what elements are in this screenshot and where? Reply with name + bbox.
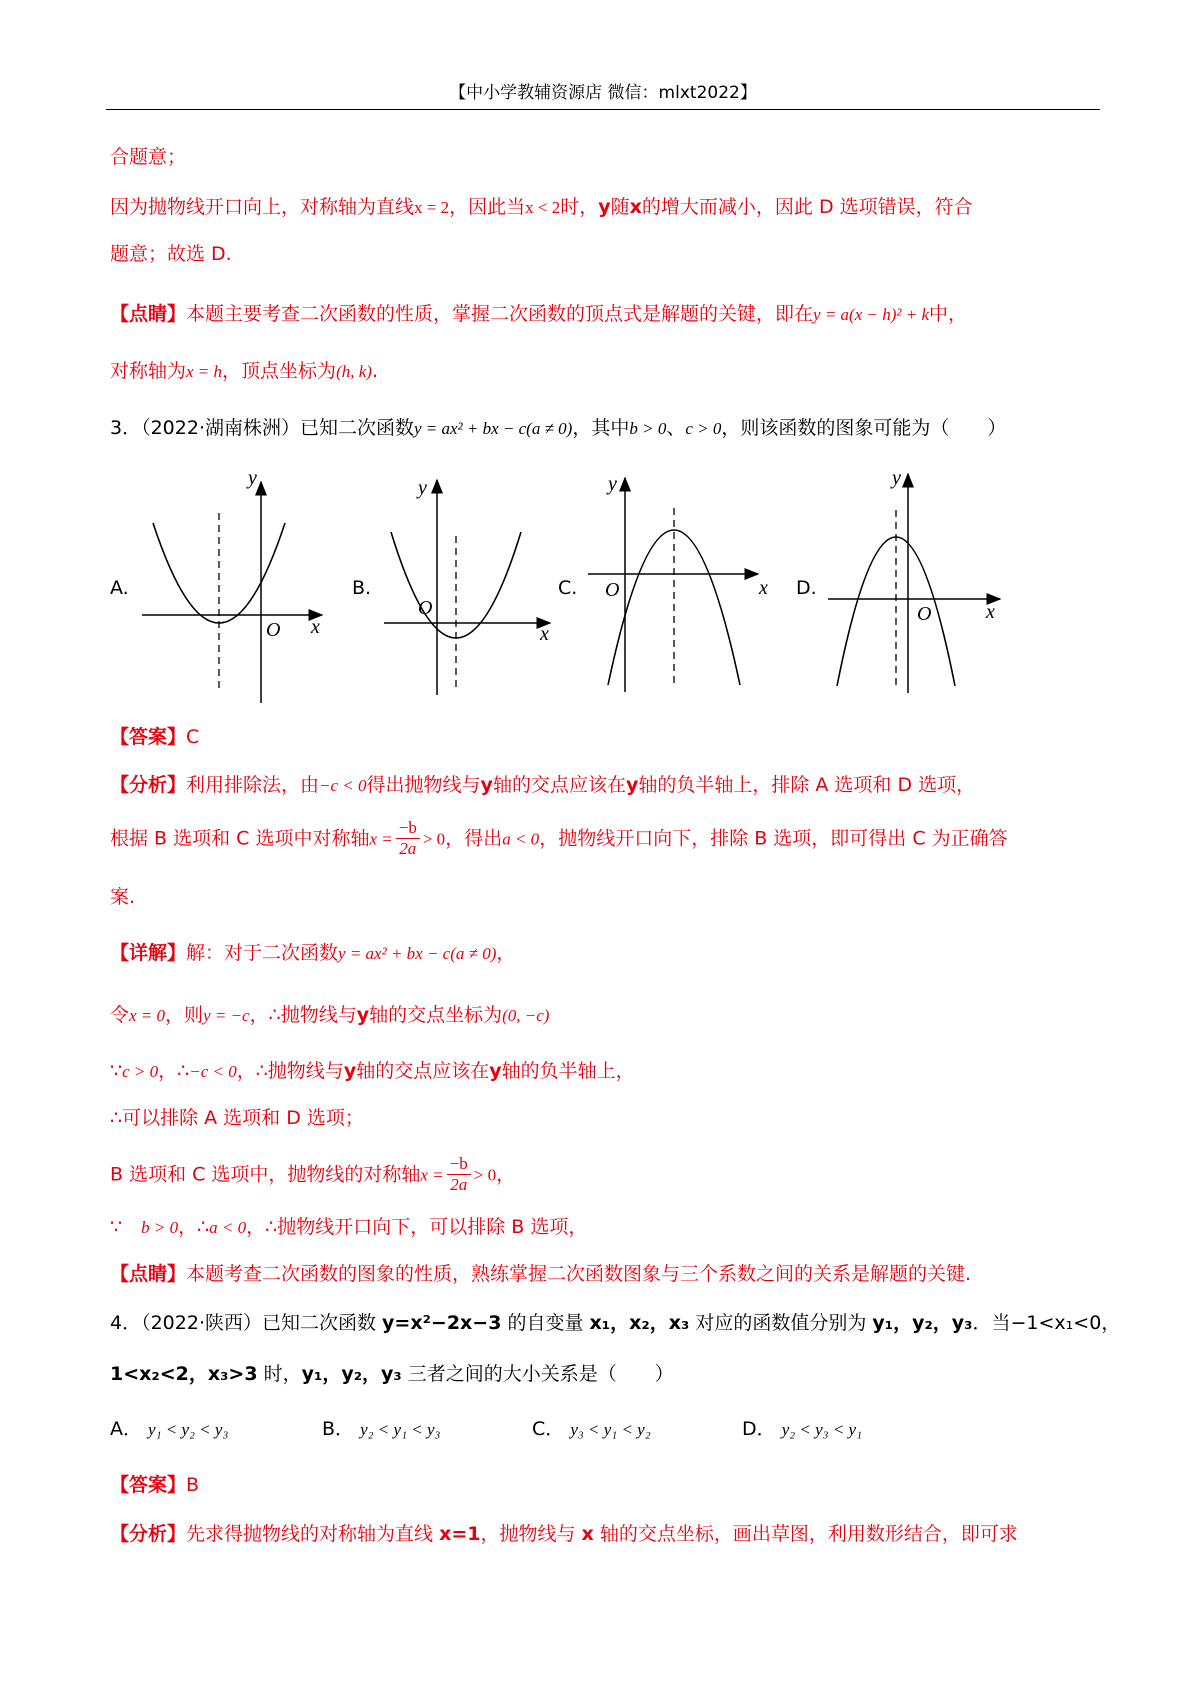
option-label-d: D. <box>796 577 817 599</box>
tip-line: 【点睛】本题考查二次函数的图象的性质，熟练掌握二次函数图象与三个系数之间的关系是解题的关键. <box>110 1263 972 1285</box>
page-header: 【中小学教辅资源店 微信：mlxt2022】 <box>449 83 757 103</box>
text-line: 对称轴为x = h，顶点坐标为(h, k). <box>110 360 378 382</box>
text-line: 令x = 0，则y = −c，∴抛物线与y轴的交点坐标为(0, −c) <box>110 1004 550 1026</box>
origin-label: O <box>917 603 932 625</box>
option-label-c: C. <box>558 577 578 599</box>
option-label-a: A. <box>110 577 129 599</box>
text-line: 题意；故选 D. <box>110 243 232 265</box>
option-label-b: B. <box>352 577 372 599</box>
axis-label-y: y <box>248 468 257 489</box>
axis-label-x: x <box>986 601 995 623</box>
text-line: B 选项和 C 选项中，抛物线的对称轴x = $\frac{-b}{2a}$ > 0， <box>110 1154 516 1195</box>
text-line: 案. <box>110 886 136 908</box>
origin-label: O <box>266 619 281 641</box>
analysis-line: 【分析】利用排除法，由−c < 0得出抛物线与y轴的交点应该在y轴的负半轴上，排除 A 选项和 D 选项， <box>110 774 976 796</box>
choice-c: C． y₃ < y₁ < y₂ <box>532 1418 651 1440</box>
question-stem: 4．（2022·陕西）已知二次函数 y=x²−2x−3 的自变量 x₁，x₂，x₃ 对应的函数值分别为 y₁，y₂，y₃．当−1<x₁<0， <box>110 1312 1121 1334</box>
answer-line: 【答案】B <box>110 1474 200 1496</box>
text-line: ∵ b > 0，∴a < 0，∴抛物线开口向下，可以排除 B 选项， <box>110 1216 588 1238</box>
choice-b: B． y₂ < y₁ < y₃ <box>322 1418 441 1440</box>
question-stem: 3．（2022·湖南株洲）已知二次函数y = ax² + bx − c(a ≠ 0)，其中b > 0、c > 0，则该函数的图象可能为（ ） <box>110 417 1007 439</box>
graph-option-d <box>826 470 1016 698</box>
text-line: 因为抛物线开口向上，对称轴为直线x = 2，因此当x < 2时，y随x的增大而减小，因此 D 选项错误，符合 <box>110 196 973 218</box>
choice-d: D． y₂ < y₃ < y₁ <box>742 1418 862 1440</box>
graph-option-b <box>382 470 562 700</box>
text-line: 合题意； <box>110 146 187 168</box>
answer-line: 【答案】C <box>110 726 200 748</box>
axis-label-y: y <box>608 473 617 495</box>
origin-label: O <box>605 579 620 601</box>
graph-option-a <box>136 468 336 708</box>
axis-label-x: x <box>759 577 768 599</box>
origin-label: O <box>418 597 433 619</box>
text-line: 1<x₂<2，x₃>3 时，y₁，y₂，y₃ 三者之间的大小关系是（ ） <box>110 1363 674 1385</box>
analysis-line: 【分析】先求得抛物线的对称轴为直线 x=1，抛物线与 x 轴的交点坐标，画出草图，利用数形结合，即可求 <box>110 1523 1018 1545</box>
detail-line: 【详解】解：对于二次函数y = ax² + bx − c(a ≠ 0)， <box>110 942 516 964</box>
tip-line: 【点睛】本题主要考查二次函数的性质，掌握二次函数的顶点式是解题的关键，即在y = a(x − h)² + k中， <box>110 303 968 325</box>
choice-a: A． y₁ < y₂ < y₃ <box>110 1418 229 1440</box>
graph-option-c <box>584 472 774 694</box>
axis-label-x: x <box>540 623 549 645</box>
text-line: 根据 B 选项和 C 选项中对称轴x = $\frac{-b}{2a}$ > 0，得出a < 0，抛物线开口向下，排除 B 选项，即可得出 C 为正确答 <box>110 818 1008 859</box>
header-divider <box>106 109 1100 110</box>
axis-label-y: y <box>418 477 427 499</box>
text-line: ∴可以排除 A 选项和 D 选项； <box>110 1107 364 1129</box>
axis-label-x: x <box>311 616 320 638</box>
axis-label-y: y <box>892 470 901 489</box>
text-line: ∵c > 0，∴−c < 0，∴抛物线与y轴的交点应该在y轴的负半轴上， <box>110 1060 635 1082</box>
